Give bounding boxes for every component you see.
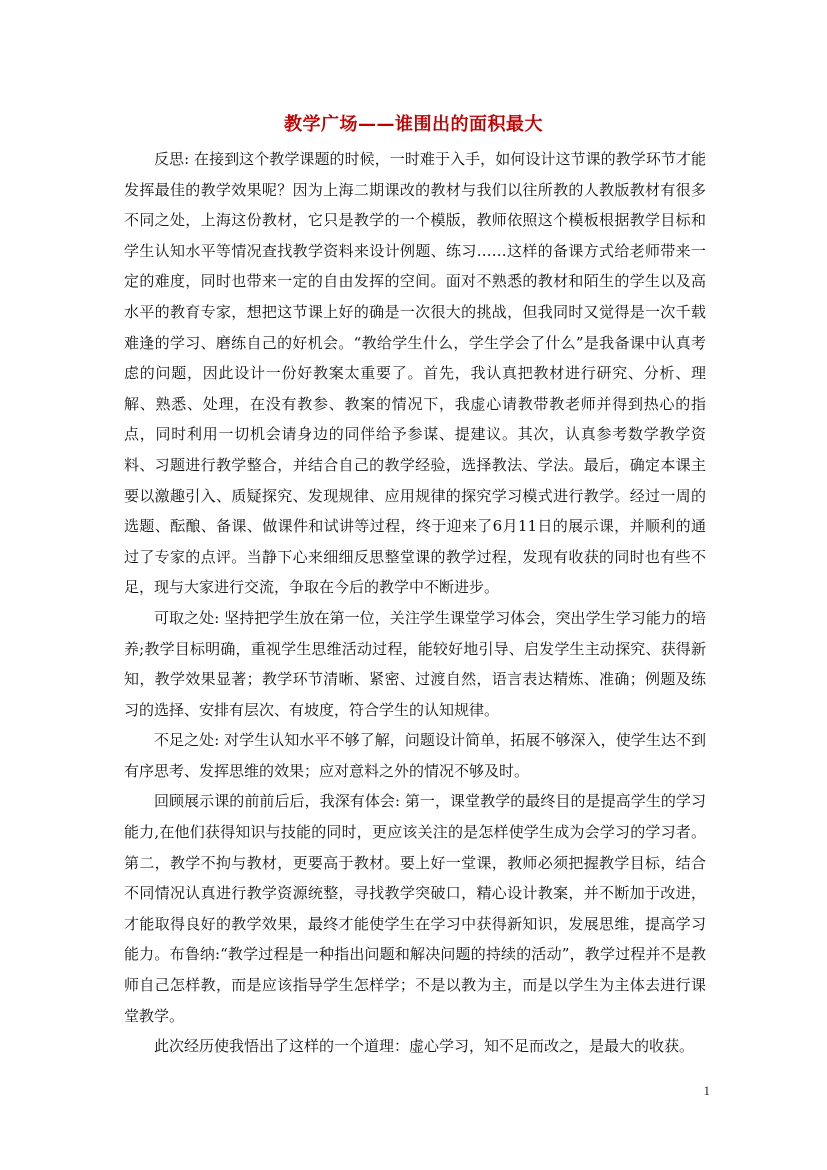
document-body — [124, 144, 706, 1062]
paragraph-strengths: 可取之处: 坚持把学生放在第一位，关注学生课堂学习体会，突出学生学习能力的培养;教学目标明确，重视学生思维活动过程，能较好地引导、启发学生主动探究、获得新知，教学效果显著；教学环节清晰、紧密、过渡自然，语言表达精炼、准确；例题及练习的选择、安排有层次、有坡度，符合学生的认知规律。 — [124, 608, 706, 719]
page-number: 1 — [703, 1083, 710, 1098]
document-title: 教学广场——谁围出的面积最大 — [284, 114, 543, 135]
paragraph-reflection: 反思: 在接到这个教学课题的时候，一时难于入手，如何设计这节课的教学环节才能发挥最佳的教学效果呢？因为上海二期课改的教材与我们以往所教的人教版教材有很多不同之处，上海这份教材，它只是教学的一个模版，教师依照这个模板根据教学目标和学生认知水平等情况查找教学资料来设计例题、练习……这样的备课方式给老师带来一定的难度，同时也带来一定的自由发挥的空间。面对不熟悉的教材和陌生的学生以及高水平的教育专家，想把这节课上好的确是一次很大的挑战，但我同时又觉得是一次千载难逢的学习、磨练自己的好机会。“教给学生什么，学生学会了什么”是我备课中认真考虑的问题，因此设计一份好教案太重要了。首先，我认真把教材进行研究、分析、理解、熟悉、处理，在没有教参、教案的情况下，我虚心请教带教老师并得到热心的指点，同时利用一切机会请身边的同伴给予参谋、提建议。其次，认真参考数学教学资料、习题进行教学整合，并结合自己的教学经验，选择教法、学法。最后，确定本课主要以激趣引入、质疑探究、发现规律、应用规律的探究学习模式进行教学。经过一周的选题、酝酿、备课、做课件和试讲等过程，终于迎来了6月11日的展示课，并顺利的通过了专家的点评。当静下心来细细反思整堂课的教学过程，发现有收获的同时也有些不足，现与大家进行交流，争取在今后的教学中不断进步。 — [124, 150, 706, 597]
paragraph-review: 回顾展示课的前前后后，我深有体会: 第一，课堂教学的最终目的是提高学生的学习能力,在他们获得知识与技能的同时，更应该关注的是怎样使学生成为会学习的学习者。第二，教学不拘与教材，更要高于教材。要上好一堂课，教师必须把握教学目标，结合不同情况认真进行教学资源统整，寻找教学突破口，精心设计教案，并不断加于改进，才能取得良好的教学效果，最终才能使学生在学习中获得新知识，发展思维，提高学习能力。布鲁纳:“教学过程是一种指出问题和解决问题的持续的活动”，教学过程并不是教师自己怎样教，而是应该指导学生怎样学；不是以教为主，而是以学生为主体去进行课堂教学。 — [124, 792, 706, 1025]
paragraph-weaknesses: 不足之处: 对学生认知水平不够了解，问题设计简单，拓展不够深入，使学生达不到有序思考、发挥思维的效果；应对意料之外的情况不够及时。 — [124, 731, 706, 780]
paragraph-conclusion: 此次经历使我悟出了这样的一个道理：虚心学习，知不足而改之，是最大的收获。 — [154, 1037, 695, 1056]
